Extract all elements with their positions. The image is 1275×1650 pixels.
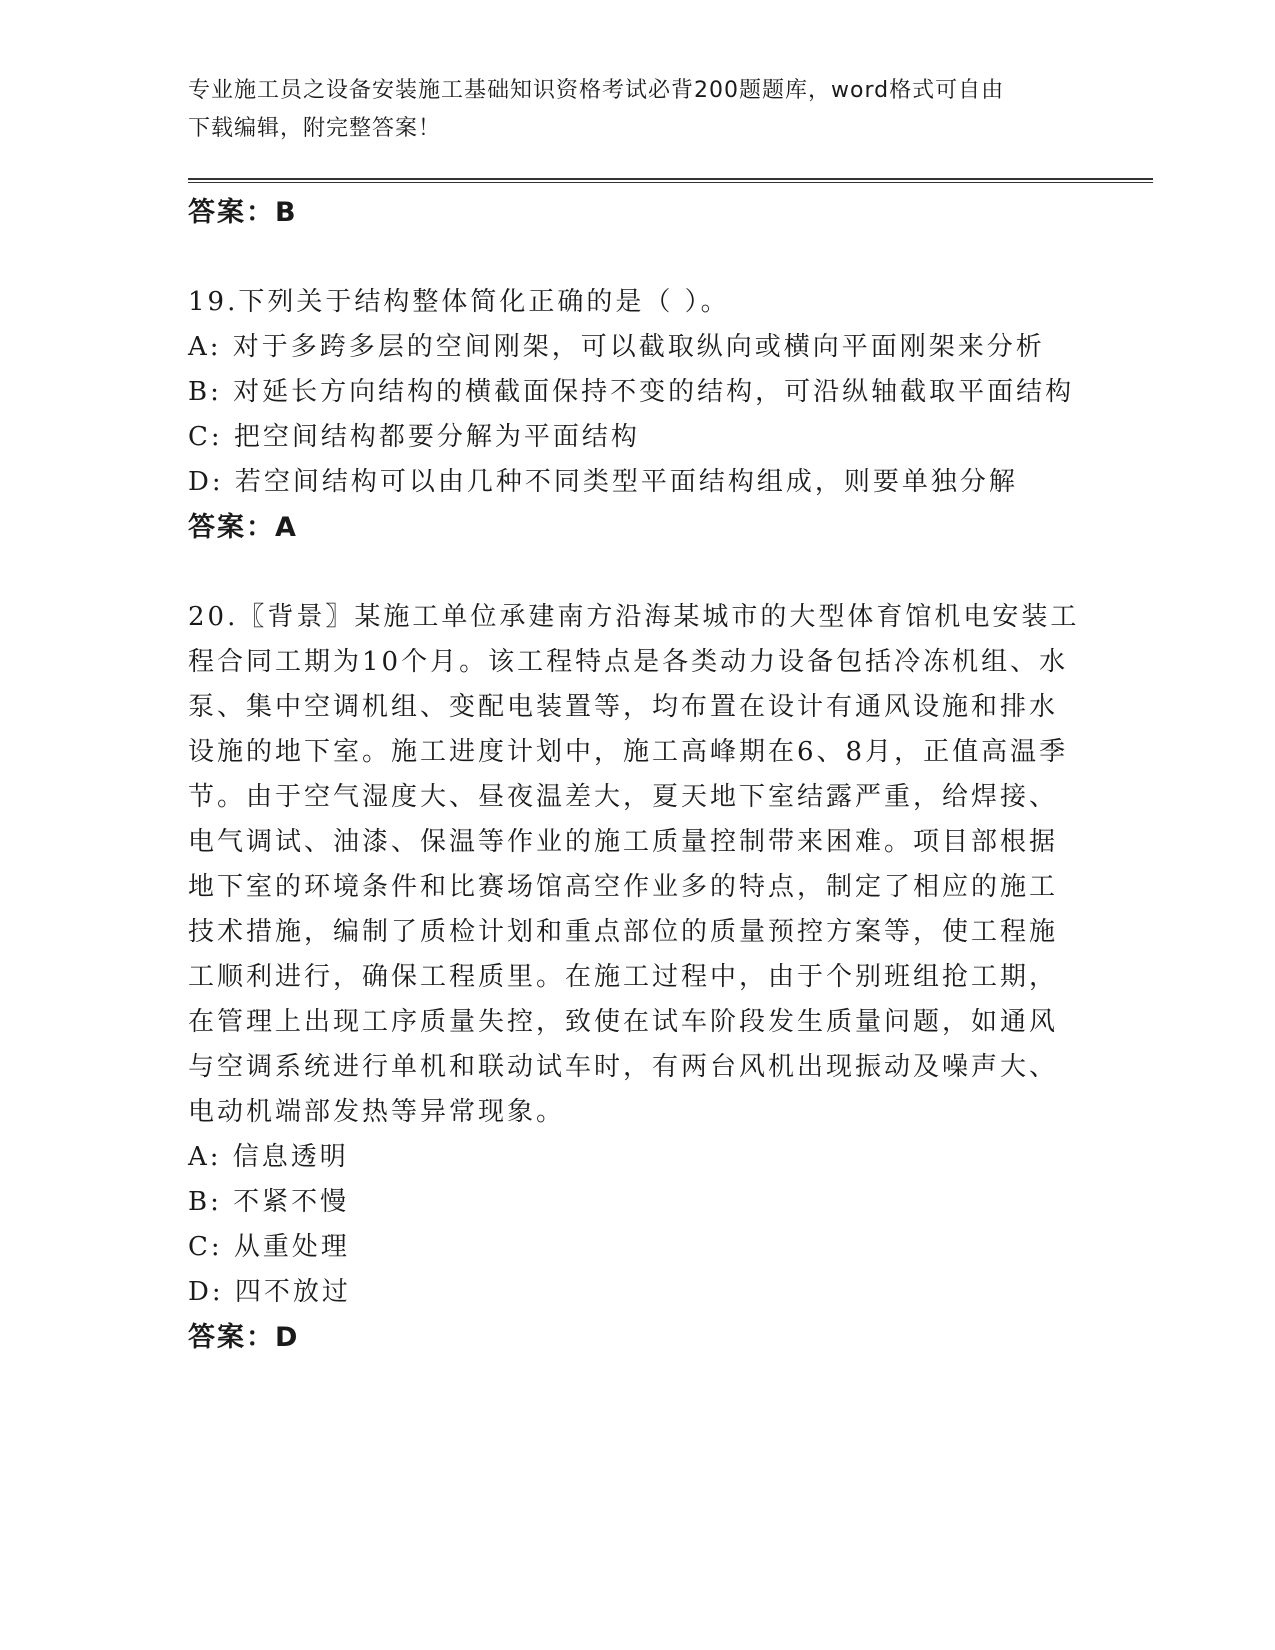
question-20-line: 与空调系统进行单机和联动试车时，有两台风机出现振动及噪声大、 [188,1052,1059,1082]
question-19-option-a: A: 对于多跨多层的空间刚架，可以截取纵向或横向平面刚架来分析 [188,332,1045,362]
question-19-text: 19.下列关于结构整体简化正确的是（ ）。 [188,287,730,317]
question-20-option-b: B: 不紧不慢 [188,1187,350,1217]
question-20-option-d: D: 四不放过 [188,1277,351,1307]
question-20-line: 程合同工期为10个月。该工程特点是各类动力设备包括冷冻机组、水 [188,647,1069,677]
spacer [188,550,1088,595]
header-line-2: 下载编辑，附完整答案！ [188,116,442,141]
header-divider [188,178,1153,183]
spacer [188,235,1088,280]
question-19 [188,280,1088,550]
previous-answer: 答案：B [188,197,298,228]
question-20-line: 泵、集中空调机组、变配电装置等，均布置在设计有通风设施和排水 [188,692,1059,722]
question-20-line: 工顺利进行，确保工程质里。在施工过程中，由于个别班组抢工期， [188,962,1059,992]
question-20-line: 在管理上出现工序质量失控，致使在试车阶段发生质量问题，如通风 [188,1007,1059,1037]
question-20-line: 技术措施，编制了质检计划和重点部位的质量预控方案等，使工程施 [188,917,1059,947]
question-19-option-b: B: 对延长方向结构的横截面保持不变的结构，可沿纵轴截取平面结构 [188,377,1075,407]
question-20-line: 地下室的环境条件和比赛场馆高空作业多的特点，制定了相应的施工 [188,872,1059,902]
question-20-line: 电动机端部发热等异常现象。 [188,1097,566,1127]
header-line-1: 专业施工员之设备安装施工基础知识资格考试必背200题题库，word格式可自由 [188,78,1005,103]
question-content [188,190,1088,1360]
question-20 [188,595,1088,1360]
question-20-text [188,595,1088,1135]
question-20-answer: 答案：D [188,1322,300,1353]
question-20-line: 节。由于空气湿度大、昼夜温差大，夏天地下室结露严重，给焊接、 [188,782,1059,812]
question-20-line: 20.〖背景〗某施工单位承建南方沿海某城市的大型体育馆机电安装工 [188,602,1080,632]
question-19-option-c: C: 把空间结构都要分解为平面结构 [188,422,640,452]
document-header [188,72,1088,148]
question-19-answer: 答案：A [188,512,298,543]
question-20-option-a: A: 信息透明 [188,1142,349,1172]
question-19-option-d: D: 若空间结构可以由几种不同类型平面结构组成，则要单独分解 [188,467,1018,497]
question-20-line: 电气调试、油漆、保温等作业的施工质量控制带来困难。项目部根据 [188,827,1059,857]
question-20-line: 设施的地下室。施工进度计划中，施工高峰期在6、8月，正值高温季 [188,737,1069,767]
question-20-option-c: C: 从重处理 [188,1232,350,1262]
